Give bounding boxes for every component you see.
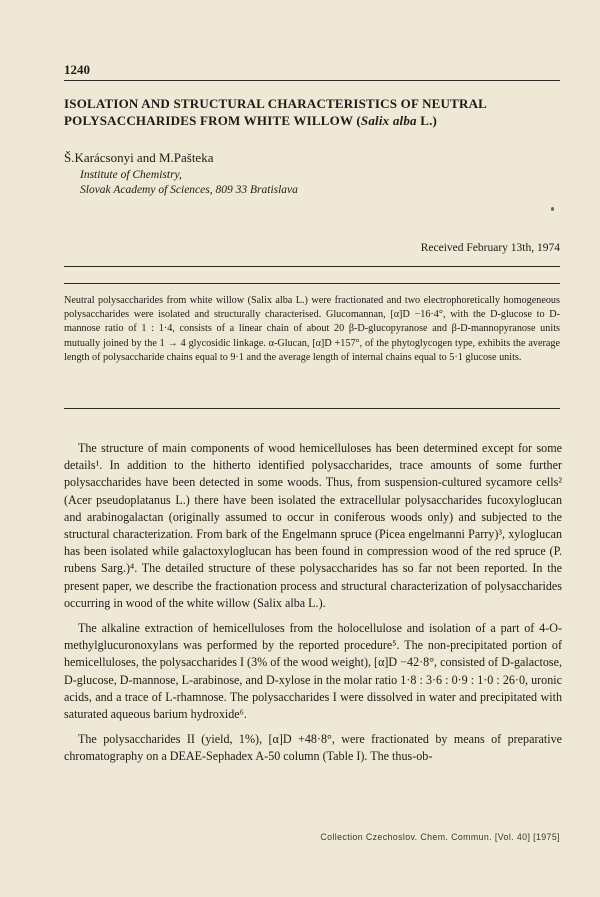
title-line-2: POLYSACCHARIDES FROM WHITE WILLOW (Salix alba L.) bbox=[64, 113, 438, 128]
article-title bbox=[64, 95, 560, 129]
authors: Š.Karácsonyi and M.Pašteka bbox=[64, 150, 214, 165]
header-rule bbox=[64, 80, 560, 81]
journal-footer: Collection Czechoslov. Chem. Commun. [Vol. 40] [1975] bbox=[320, 832, 560, 842]
page-number: 1240 bbox=[64, 62, 90, 77]
abstract-bottom-rule bbox=[64, 408, 560, 409]
title-line-1: ISOLATION AND STRUCTURAL CHARACTERISTICS OF NEUTRAL bbox=[64, 96, 488, 111]
received-date: Received February 13th, 1974 bbox=[420, 242, 560, 254]
body-text bbox=[64, 440, 562, 774]
affiliation: Institute of Chemistry, Slovak Academy of Sciences, 809 33 Bratislava bbox=[80, 169, 298, 196]
speck bbox=[551, 207, 554, 211]
title-species: Salix alba bbox=[360, 113, 417, 128]
paragraph-1: The structure of main components of wood hemicelluloses has been determined except for some details¹. In addition to the hitherto identified polysaccharides, trace amounts of some further polysaccharides have been detected in some woods. Thus, from suspension-cultured sycamore cells² (Acer pseudoplatanus L.) there have been isolated the extracellular polysaccharides fucoxyloglucan and arabinogalactan (originally assumed to occur in coniferous woods only) and subjected to the structural characterization. From bark of the Engelmann spruce (Picea engelmanni Parry)³, xyloglucan has been isolated while galactoxyloglucan has been found in compression wood of the red spruce (P. rubens Sarg.)⁴. The detailed structure of these polysaccharides has so far not been reported. In the present paper, we describe the fractionation process and structural characterization of polysaccharides occurring in wood of the white willow (Salix alba L.). bbox=[64, 441, 562, 610]
paragraph-3: The polysaccharides II (yield, 1%), [α]D +48·8°, were fractionated by means of preparative chromatography on a DEAE-Sephadex A-50 column (Table I). The thus-ob- bbox=[64, 732, 562, 764]
abstract: Neutral polysaccharides from white willow (Salix alba L.) were fractionated and two electrophoretically homogeneous polysaccharides were isolated and structurally characterised. Glucomannan, [α]D −16·4°, with the D-glucose to D-mannose ratio of 1 : 1·4, consists of a linear chain of about 20 β-D-glucopyranose and β-D-mannopyranose units mutually joined by the 1 → 4 glycosidic linkage. α-Glucan, [α]D +157°, of the phytoglycogen type, exhibits the average length of polysaccharide chains equal to 9·1 and the average length of internal chains equal to 5·1 glucose units. bbox=[64, 295, 560, 363]
abstract-top-rule bbox=[64, 266, 560, 267]
paragraph-2: The alkaline extraction of hemicelluloses from the holocellulose and isolation of a part of 4-O-methylglucuronoxylans was performed by the reported procedure⁵. The non-precipitated portion of hemicelluloses, the polysaccharides I (3% of the wood weight), [α]D −42·8°, consisted of D-galactose, D-glucose, D-mannose, L-arabinose, and D-xylose in the molar ratio 1·8 : 3·6 : 0·9 : 1·0 : 26·0, uronic acids, and a trace of L-rhamnose. The polysaccharides I were dissolved in water and precipitated with saturated aqueous barium hydroxide⁶. bbox=[64, 621, 562, 722]
abstract-top-rule-2 bbox=[64, 283, 560, 284]
